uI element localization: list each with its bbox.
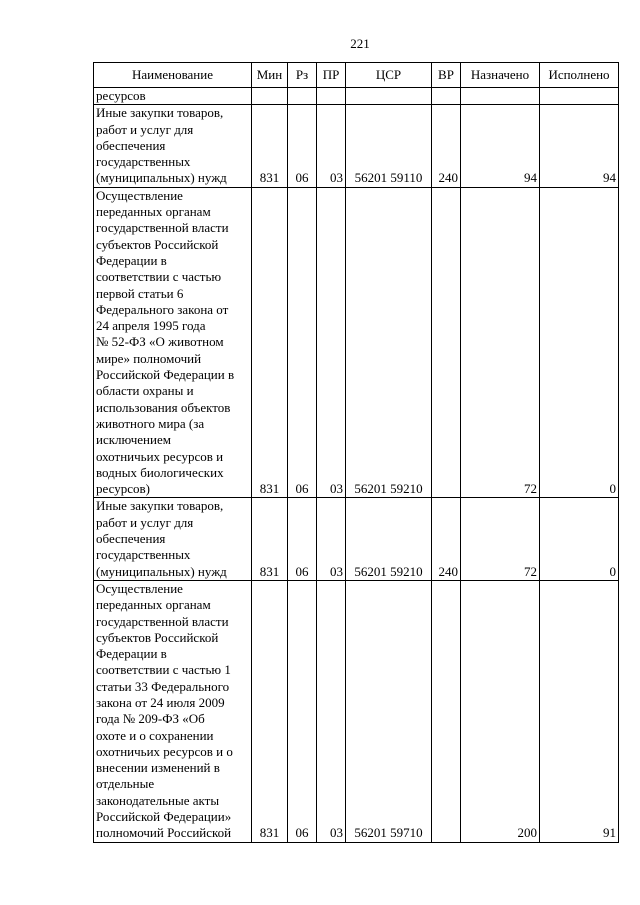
name-line: Федерации в [96,646,167,662]
name-cell [94,105,252,187]
csr-cell: 56201 59110 [346,105,432,187]
name-line: соответствии с частью 1 [96,662,231,678]
header-pr: ПР [317,63,346,88]
name-line: Федерального закона от [96,301,229,317]
name-line: Федерации в [96,252,167,268]
name-cell [94,498,252,580]
assigned-cell: 72 [461,498,540,580]
rz-cell: 06 [288,105,317,187]
name-line: закона от 24 июля 2009 [96,694,225,710]
min-cell [252,88,288,105]
name-line: соответствии с частью [96,269,222,285]
table-body [94,88,619,843]
header-vr: ВР [432,63,461,88]
name-line: государственных [96,154,191,170]
header-rz: Рз [288,63,317,88]
name-line: ресурсов) [96,481,150,497]
pr-cell: 03 [317,105,346,187]
assigned-cell [461,88,540,105]
pr-cell [317,88,346,105]
name-line: области охраны и [96,383,194,399]
executed-cell: 94 [540,105,619,187]
table-row [94,187,619,498]
rz-cell: 06 [288,187,317,498]
name-line: 24 апреля 1995 года [96,318,206,334]
name-line: полномочий Российской [96,825,232,841]
csr-cell: 56201 59210 [346,187,432,498]
min-cell: 831 [252,580,288,842]
name-line: отдельные [96,776,155,792]
pr-cell: 03 [317,498,346,580]
header-min: Мин [252,63,288,88]
header-row [94,63,619,88]
name-line: обеспечения [96,137,166,153]
name-line: субъектов Российской [96,236,219,252]
rz-cell: 06 [288,580,317,842]
csr-cell: 56201 59210 [346,498,432,580]
header-name: Наименование [94,63,252,88]
name-line: субъектов Российской [96,629,219,645]
name-line: работ и услуг для [96,121,194,137]
name-line: исключением [96,432,171,448]
vr-cell [432,187,461,498]
vr-cell [432,580,461,842]
table-row [94,88,619,105]
vr-cell: 240 [432,498,461,580]
header-executed: Исполнено [540,63,619,88]
name-line: обеспечения [96,531,166,547]
min-cell: 831 [252,498,288,580]
name-cell [94,187,252,498]
name-line: переданных органам [96,204,211,220]
name-line: водных биологических [96,464,224,480]
table-header [94,63,619,88]
name-line: Иные закупки товаров, [96,498,224,514]
name-cell [94,88,252,105]
name-line: статьи 33 Федерального [96,678,230,694]
assigned-cell: 72 [461,187,540,498]
name-cell [94,580,252,842]
name-line: ресурсов [96,88,146,103]
name-line: работ и услуг для [96,514,194,530]
name-line: (муниципальных) нужд [96,563,227,579]
rz-cell: 06 [288,498,317,580]
pr-cell: 03 [317,187,346,498]
executed-cell: 0 [540,498,619,580]
rz-cell [288,88,317,105]
min-cell: 831 [252,105,288,187]
name-line: охотничьих ресурсов и о [96,743,233,759]
name-line: года № 209-ФЗ «Об [96,711,205,727]
name-line: первой статьи 6 [96,285,184,301]
vr-cell: 240 [432,105,461,187]
header-assigned: Назначено [461,63,540,88]
name-line: государственных [96,547,191,563]
executed-cell: 0 [540,187,619,498]
name-line: Осуществление [96,580,183,596]
name-line: переданных органам [96,597,211,613]
name-line: охоте и о сохранении [96,727,214,743]
budget-table [93,62,619,843]
csr-cell [346,88,432,105]
table-row [94,498,619,580]
assigned-cell: 94 [461,105,540,187]
table-row [94,580,619,842]
name-line: использования объектов [96,399,231,415]
pr-cell: 03 [317,580,346,842]
name-line: № 52-ФЗ «О животном [96,334,224,350]
csr-cell: 56201 59710 [346,580,432,842]
name-line: законодательные акты [96,792,220,808]
name-line: Иные закупки товаров, [96,105,224,121]
name-line: внесении изменений в [96,760,220,776]
table-row [94,105,619,187]
name-line: Осуществление [96,187,183,203]
page-number: 221 [350,36,370,51]
executed-cell [540,88,619,105]
name-line: Российской Федерации в [96,367,235,383]
name-line: Российской Федерации» [96,809,232,825]
name-line: государственной власти [96,613,229,629]
name-line: государственной власти [96,220,229,236]
header-csr: ЦСР [346,63,432,88]
name-line: мире» полномочий [96,350,202,366]
assigned-cell: 200 [461,580,540,842]
name-line: охотничьих ресурсов и [96,448,224,464]
executed-cell: 91 [540,580,619,842]
min-cell: 831 [252,187,288,498]
name-line: (муниципальных) нужд [96,170,227,186]
name-line: животного мира (за [96,415,205,431]
vr-cell [432,88,461,105]
